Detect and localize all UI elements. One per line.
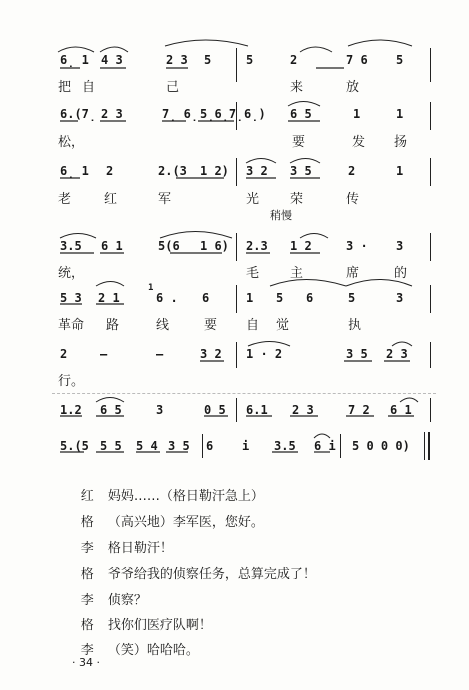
lyric: 觉 bbox=[276, 318, 290, 333]
barline bbox=[236, 102, 237, 130]
note-group: 1 2) bbox=[200, 164, 229, 178]
note-group: 7 2 bbox=[348, 403, 370, 417]
lyric: 光 bbox=[246, 192, 260, 207]
lyric: 要 bbox=[292, 135, 306, 150]
grace-note: 1 bbox=[148, 283, 154, 293]
note-group: 5̣6̣7̣ bbox=[200, 107, 244, 121]
note-group: 3 bbox=[396, 239, 404, 253]
lyric: 统， bbox=[58, 266, 85, 281]
barline bbox=[430, 285, 431, 313]
note-group: 0 5 bbox=[204, 403, 226, 417]
barline bbox=[430, 158, 431, 186]
note-group: 2 bbox=[60, 347, 68, 361]
note-group: 3 5 bbox=[168, 439, 190, 453]
lyric: 路 bbox=[106, 318, 120, 333]
note-group: 6 . bbox=[156, 291, 178, 305]
lyric: 自 bbox=[82, 80, 96, 95]
speaker: 李 bbox=[80, 593, 94, 608]
lyric: 的 bbox=[394, 266, 408, 281]
note-group: 5 3 bbox=[60, 291, 82, 305]
note-group: 6.(7̣ bbox=[60, 107, 97, 121]
lyric: 执 bbox=[348, 318, 362, 333]
lyric: 军 bbox=[158, 192, 172, 207]
note-group: — bbox=[156, 347, 164, 361]
note-group: 6̣ 1 bbox=[60, 53, 89, 67]
note-group: 2 3 bbox=[166, 53, 188, 67]
tempo-marking: 稍慢 bbox=[270, 209, 292, 222]
note-group: 6 1 bbox=[101, 239, 123, 253]
page-number: · 34 · bbox=[72, 656, 100, 669]
dialogue-text: 找你们医疗队啊！ bbox=[107, 618, 212, 633]
lyric: 松， bbox=[58, 135, 85, 150]
note-group: 5 bbox=[204, 53, 212, 67]
note-group: 2 bbox=[348, 164, 356, 178]
dialogue-text: 侦察？ bbox=[107, 593, 147, 608]
dialogue-text: 格日勒汗！ bbox=[107, 541, 173, 556]
lyric: 把 bbox=[58, 80, 72, 95]
barline bbox=[430, 233, 431, 261]
barline bbox=[236, 233, 237, 261]
lyric: 老 bbox=[58, 192, 72, 207]
note-group: 2 3 bbox=[101, 107, 123, 121]
dialogue-text: （高兴地）李军医，您好。 bbox=[107, 515, 264, 530]
note-group: 6 bbox=[206, 439, 214, 453]
lyric: 要 bbox=[204, 318, 218, 333]
note-group: 5 5 bbox=[100, 439, 122, 453]
barline bbox=[236, 48, 237, 82]
speaker: 格 bbox=[80, 618, 94, 633]
barline bbox=[236, 285, 237, 313]
note-group: 6 bbox=[306, 291, 314, 305]
note-group: 1 bbox=[396, 164, 404, 178]
note-group: 3 bbox=[396, 291, 404, 305]
barline bbox=[430, 398, 431, 422]
divider bbox=[52, 393, 436, 394]
note-group: 6 bbox=[202, 291, 210, 305]
barline bbox=[202, 434, 203, 458]
barline bbox=[430, 102, 431, 130]
speaker: 红 bbox=[80, 489, 94, 504]
note-group: 1.2 bbox=[60, 403, 82, 417]
lyric: 红 bbox=[104, 192, 118, 207]
note-group: 5(6 bbox=[158, 239, 180, 253]
note-group: 2 bbox=[290, 53, 298, 67]
final-barline bbox=[424, 432, 430, 460]
note-group: 7̣ 6̣ bbox=[162, 107, 199, 121]
note-group: 2.(3 bbox=[158, 164, 187, 178]
barline bbox=[340, 434, 341, 458]
note-group: 1 bbox=[246, 291, 254, 305]
note-group: 4 3 bbox=[101, 53, 123, 67]
note-group: 6 5 bbox=[290, 107, 312, 121]
note-group: 1 2 bbox=[290, 239, 312, 253]
lyric: 发 bbox=[352, 135, 366, 150]
note-group: 6 1 bbox=[390, 403, 412, 417]
speaker: 李 bbox=[80, 541, 94, 556]
lyric: 荣 bbox=[290, 192, 304, 207]
note-group: 3.5 bbox=[274, 439, 296, 453]
speaker: 格 bbox=[80, 515, 94, 530]
note-group: 6̣ 1 bbox=[60, 164, 89, 178]
note-group: 3 bbox=[156, 403, 164, 417]
note-group: 1 · 2 bbox=[246, 347, 283, 361]
note-group: i bbox=[242, 439, 250, 453]
dialogue-text: （笑）哈哈哈。 bbox=[107, 643, 199, 658]
barline bbox=[430, 48, 431, 82]
lyric: 自 bbox=[246, 318, 260, 333]
note-group: 6 i bbox=[314, 439, 336, 453]
barline bbox=[236, 158, 237, 186]
note-group: 2 3 bbox=[386, 347, 408, 361]
lyric: 己 bbox=[166, 80, 180, 95]
note-group: 6 5 bbox=[100, 403, 122, 417]
barline bbox=[236, 398, 237, 422]
lyric: 放 bbox=[346, 80, 360, 95]
barline bbox=[430, 342, 431, 368]
dialogue-text: 爷爷给我的侦察任务，总算完成了！ bbox=[107, 567, 316, 582]
speaker: 格 bbox=[80, 567, 94, 582]
note-group: 5 bbox=[348, 291, 356, 305]
note-group: 3 5 bbox=[290, 164, 312, 178]
barline bbox=[236, 342, 237, 368]
note-group: 1 bbox=[353, 107, 361, 121]
note-group: 5 bbox=[276, 291, 284, 305]
note-group: 3 2 bbox=[200, 347, 222, 361]
note-group: 1 bbox=[396, 107, 404, 121]
lyric: 毛 bbox=[246, 266, 260, 281]
note-group: 7 6 bbox=[346, 53, 368, 67]
lyric: 主 bbox=[290, 266, 304, 281]
note-group: 6.1 bbox=[246, 403, 268, 417]
note-group: 5 bbox=[396, 53, 404, 67]
speaker: 李 bbox=[80, 643, 94, 658]
note-group: 3.5 bbox=[60, 239, 82, 253]
lyric: 扬 bbox=[394, 135, 408, 150]
note-group: 3 5 bbox=[346, 347, 368, 361]
lyric: 来 bbox=[290, 80, 304, 95]
note-group: 3 · bbox=[346, 239, 368, 253]
note-group: 5.(5 bbox=[60, 439, 89, 453]
note-group: 3 2 bbox=[246, 164, 268, 178]
lyric: 革命 bbox=[58, 318, 85, 333]
dialogue-text: 妈妈……（格日勒汗急上） bbox=[107, 489, 264, 504]
note-group: — bbox=[100, 347, 108, 361]
note-group: 2 bbox=[106, 164, 114, 178]
lyric: 席 bbox=[346, 266, 360, 281]
note-group: 5 4 bbox=[136, 439, 158, 453]
note-group: 2 1 bbox=[98, 291, 120, 305]
note-group: 2 3 bbox=[292, 403, 314, 417]
lyric: 传 bbox=[346, 192, 360, 207]
note-group: 6̣) bbox=[244, 107, 266, 121]
note-group: 5 bbox=[246, 53, 254, 67]
note-group: 5 0 0 0) bbox=[352, 439, 410, 453]
note-group: 1 6) bbox=[200, 239, 229, 253]
note-group: 2.3 bbox=[246, 239, 268, 253]
lyric: 行。 bbox=[58, 374, 85, 389]
lyric: 线 bbox=[156, 318, 170, 333]
